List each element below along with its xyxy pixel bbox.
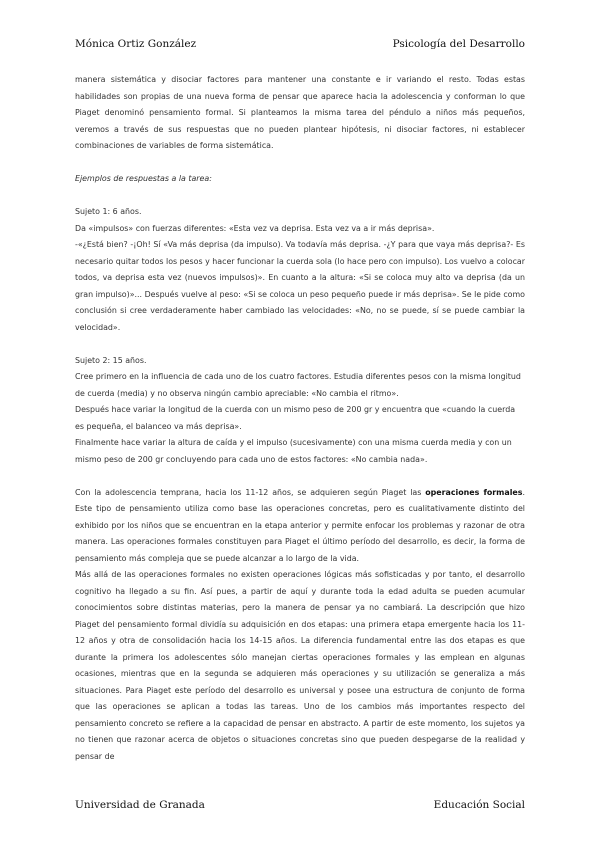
subject-2-title: Sujeto 2: 15 años. [75,355,147,365]
formal-text-b: . Este tipo de pensamiento utiliza como base las operaciones concretas, pero es cualitativamente distinto del exhibido por los niños que se encuentran en la etapa anterior y permite enfocar los problemas y razonar de otra manera. Las operaciones formales constituyen para Piaget el último período del desarrollo, es decir, la forma de pensamiento más compleja que se puede alcanzar a lo largo de la vida. [75,487,525,563]
footer-program: Educación Social [433,799,525,811]
page-body [75,72,525,765]
footer-university: Universidad de Granada [75,799,205,811]
examples-heading: Ejemplos de respuestas a la tarea: [75,174,212,183]
beyond-formal-paragraph: Más allá de las operaciones formales no existen operaciones lógicas más sofisticadas y por tanto, el desarrollo cognitivo ha llegado a su fin. Así pues, a partir de aquí y durante toda la edad adulta se pueden acumular conocimientos sobre distintas materias, pero la manera de pensar ya no cambiará. La descripción que hizo Piaget del pensamiento formal dividía su adquisición en dos etapas: una primera etapa emergente hacia los 11-12 años y otra de consolidación hacia los 14-15 años. La diferencia fundamental entre las dos etapas es que durante la primera los adolescentes sólo manejan ciertas operaciones formales y las emplean en algunas ocasiones, mientras que en la segunda se adquieren más operaciones y su utilización se generaliza a más situaciones. Para Piaget este período del desarrollo es universal y posee una estructura de conjunto de forma que las operaciones se aplican a todas las tareas. Uno de los cambios más importantes respecto del pensamiento concreto se refiere a la capacidad de pensar en abstracto. A partir de este momento, los sujetos ya no tienen que razonar acerca de objetos o situaciones concretas sino que pueden despegarse de la realidad y pensar de [75,570,525,761]
subject-1-line-1: Da «impulsos» con fuerzas diferentes: «Esta vez va deprisa. Esta vez va a ir más deprisa». [75,223,435,233]
subject-2-line-1: Cree primero en la influencia de cada uno de los cuatro factores. Estudia diferentes pesos con la misma longitud de cuerda (media) y no observa ningún cambio apreciable: «No cambia el ritmo». [75,372,521,398]
header-subject: Psicología del Desarrollo [392,38,525,50]
subject-2-line-3: Finalmente hace variar la altura de caída y el impulso (sucesivamente) con una misma cuerda media y con un mismo peso de 200 gr concluyendo para cada uno de estos factores: «No cambia nada». [75,438,512,464]
intro-paragraph: manera sistemática y disociar factores para mantener una constante e ir variando el resto. Todas estas habilidades son propias de una nueva forma de pensar que aparece hacia la adolescencia y conforman lo que Piaget denominó pensamiento formal. Si planteamos la misma tarea del péndulo a niños más pequeños, veremos a través de sus respuestas que no pueden plantear hipótesis, ni disociar factores, ni establecer combinaciones de variables de forma sistemática. [75,75,525,150]
formal-text-a: Con la adolescencia temprana, hacia los 11-12 años, se adquieren según Piaget las [75,487,426,497]
page-header [75,38,525,52]
page-footer [75,799,525,813]
header-author: Mónica Ortiz González [75,38,197,50]
formal-operations-term: operaciones formales [425,487,523,497]
subject-2-line-2: Después hace variar la longitud de la cuerda con un mismo peso de 200 gr y encuentra que «cuando la cuerda es pequeña, el balanceo va más deprisa». [75,405,516,431]
subject-1-title: Sujeto 1: 6 años. [75,207,142,216]
formal-operations-paragraph [75,485,525,568]
subject-1-line-2: -«¿Está bien? -¡Oh! Sí «Va más deprisa (da impulso). Va todavía más deprisa. -¿Y para que vaya más deprisa?- Es necesario quitar todos los pesos y hacer funcionar la cuerda sola (lo hace pero con impulso). Los vuelvo a colocar todos, va deprisa esta vez (nuevos impulsos)». En cuanto a la altura: «Si se coloca muy alto va deprisa (da un gran impulso)»... Después vuelve al peso: «Si se coloca un peso pequeño puede ir más deprisa». Se le pide como conclusión si cree verdaderamente haber cambiado las velocidades: «No, no se puede, sí se puede cambiar la velocidad». [75,240,526,332]
